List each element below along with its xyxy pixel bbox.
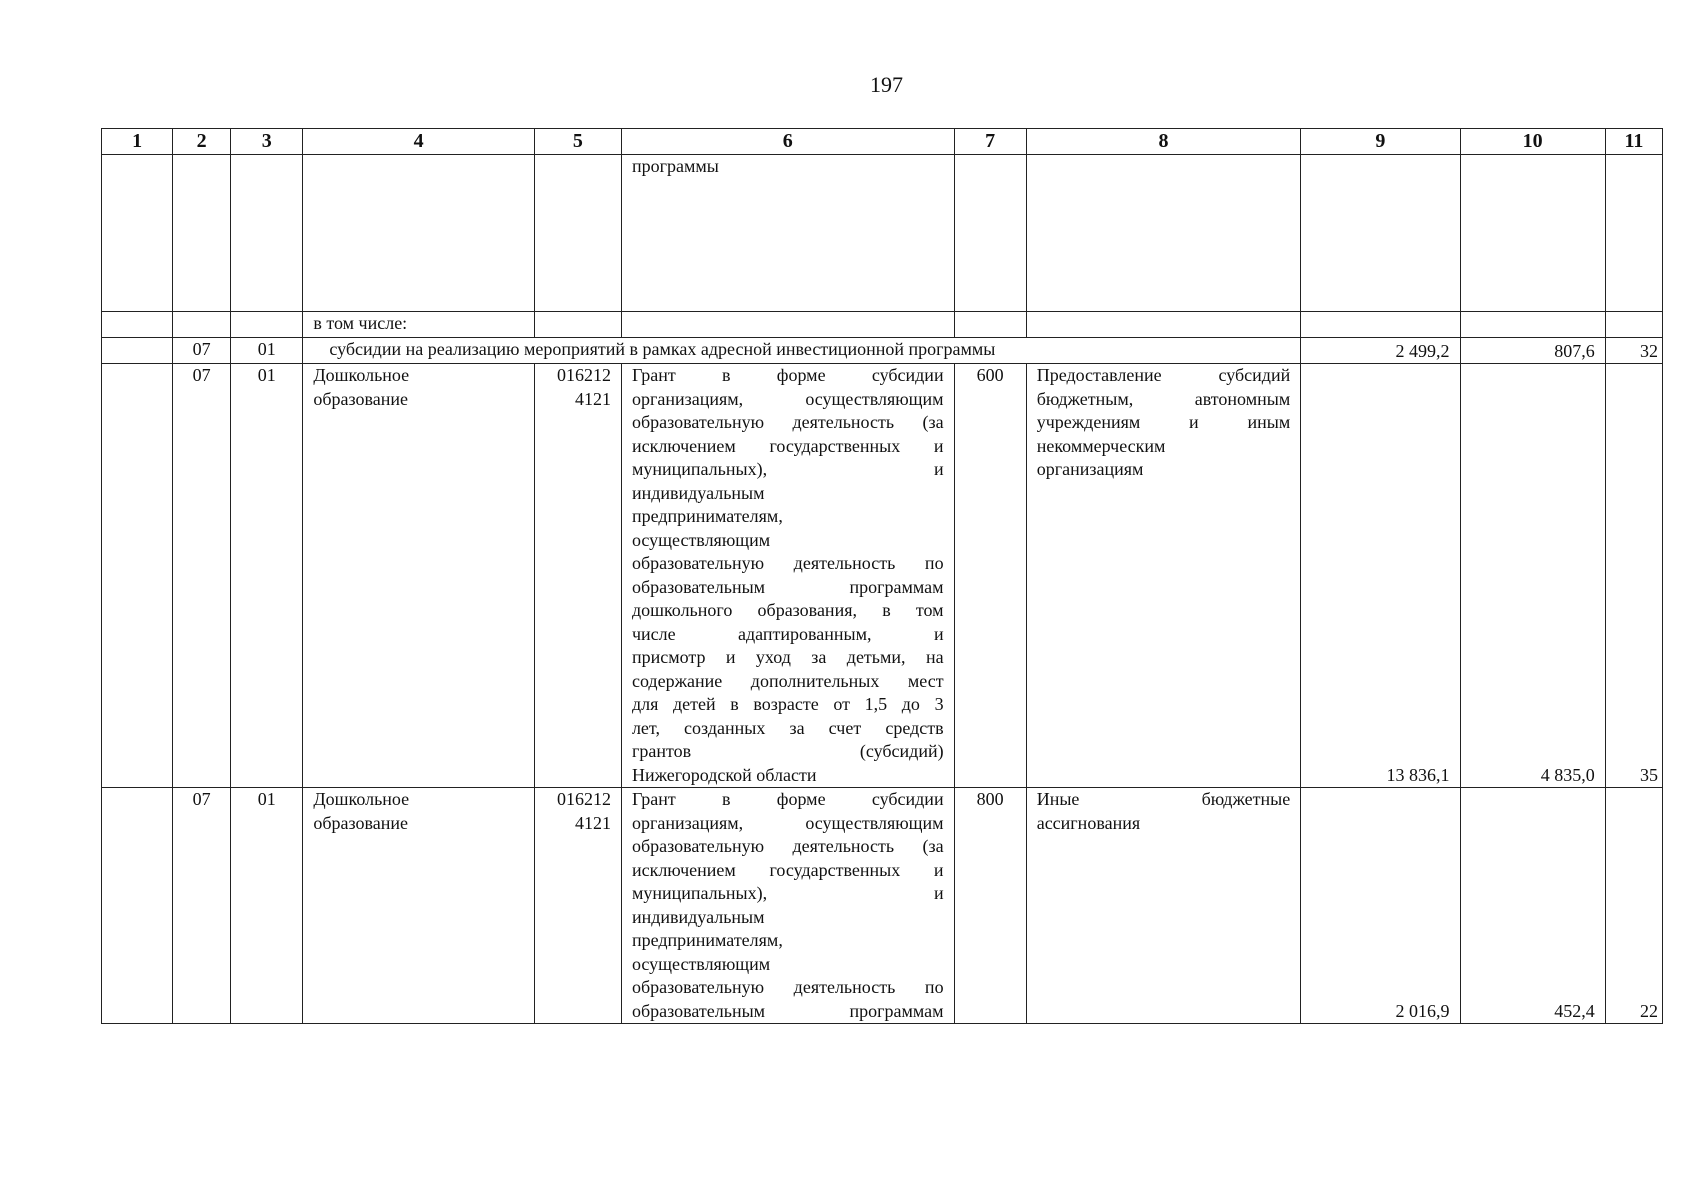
cell <box>1026 312 1301 338</box>
header-cell: 10 <box>1460 129 1605 155</box>
text-line: организациям, осуществляющим <box>631 812 944 833</box>
text-line: предпринимателям, <box>631 930 783 950</box>
cell-subsection: 01 <box>231 788 303 1024</box>
cell-expense-type: 800 <box>954 788 1026 1024</box>
cell-expense-name <box>1026 364 1301 788</box>
header-cell: 11 <box>1605 129 1662 155</box>
text-line: бюджетным, автономным <box>1036 388 1291 409</box>
text-line: образование <box>313 812 409 833</box>
text-line: грантов (субсидий) <box>631 741 944 761</box>
cell-expense-name <box>1026 788 1301 1024</box>
text-line: дошкольного образования, в том <box>631 600 944 620</box>
text-line: учреждениям и иным <box>1036 412 1291 432</box>
cell-expense-type: 600 <box>954 364 1026 788</box>
cell <box>173 312 231 338</box>
cell-section-name <box>303 788 534 1024</box>
text-line: образовательным программам <box>631 1000 944 1021</box>
cell <box>231 312 303 338</box>
page-number: 197 <box>870 72 903 97</box>
header-cell: 4 <box>303 129 534 155</box>
cell-description: программы <box>621 155 954 312</box>
cell <box>102 338 173 364</box>
text-line: индивидуальным <box>631 482 765 503</box>
header-row <box>102 129 1663 155</box>
cell-amount-10: 4 835,0 <box>1460 364 1605 788</box>
cell <box>534 312 621 338</box>
header-cell: 2 <box>173 129 231 155</box>
table-row-800 <box>102 788 1663 1024</box>
cell-description <box>621 788 954 1024</box>
table-row-subsidies <box>102 338 1663 364</box>
cell <box>102 788 173 1024</box>
cell-subsection: 01 <box>231 338 303 364</box>
cell-target-code <box>534 788 621 1024</box>
text-line: осуществляющим <box>631 953 771 974</box>
text-line: образование <box>313 388 409 409</box>
cell <box>1605 155 1662 312</box>
cell-amount-9: 2 016,9 <box>1301 788 1460 1024</box>
text-line: Грант в форме субсидии <box>631 365 944 385</box>
table-row-600 <box>102 364 1663 788</box>
text-line: организациям <box>1036 459 1144 479</box>
header-cell: 6 <box>621 129 954 155</box>
cell-section: 07 <box>173 338 231 364</box>
budget-table <box>101 128 1663 1024</box>
text-line: 4121 <box>574 812 611 833</box>
table-row-including <box>102 312 1663 338</box>
cell <box>303 155 534 312</box>
text-line: 4121 <box>574 388 611 409</box>
cell <box>954 155 1026 312</box>
text-line: предпринимателям, <box>631 506 783 526</box>
cell-description <box>621 364 954 788</box>
text-line: числе адаптированным, и <box>631 623 944 644</box>
cell-amount-11: 22 <box>1605 788 1662 1024</box>
cell <box>173 155 231 312</box>
text-line: 016212 <box>556 365 611 385</box>
text-line: муниципальных), и <box>631 459 944 479</box>
text-line: Предоставление субсидий <box>1036 365 1291 385</box>
text-line: Нижегородской области <box>631 764 817 785</box>
header-cell: 1 <box>102 129 173 155</box>
text-line: некоммерческим <box>1036 435 1166 456</box>
cell <box>1605 312 1662 338</box>
cell <box>102 364 173 788</box>
cell <box>621 312 954 338</box>
text-line: исключением государственных и <box>631 859 944 880</box>
text-line: Дошкольное <box>313 365 410 385</box>
header-cell: 9 <box>1301 129 1460 155</box>
cell-section-name <box>303 364 534 788</box>
cell <box>534 155 621 312</box>
header-cell: 5 <box>534 129 621 155</box>
header-cell: 7 <box>954 129 1026 155</box>
text-line: Иные бюджетные <box>1036 789 1291 809</box>
cell-amount-10: 452,4 <box>1460 788 1605 1024</box>
cell-amount-10: 807,6 <box>1460 338 1605 364</box>
cell <box>1301 312 1460 338</box>
text-line: организациям, осуществляющим <box>631 388 944 409</box>
cell-subsidies-title: субсидии на реализацию мероприятий в рамках адресной инвестиционной программы <box>303 338 1301 364</box>
cell <box>1026 155 1301 312</box>
cell <box>231 155 303 312</box>
cell-amount-9: 2 499,2 <box>1301 338 1460 364</box>
cell-target-code <box>534 364 621 788</box>
cell <box>102 155 173 312</box>
text-line: Грант в форме субсидии <box>631 789 944 809</box>
text-line: образовательную деятельность (за <box>631 836 944 856</box>
cell-including-label: в том числе: <box>303 312 534 338</box>
cell <box>954 312 1026 338</box>
cell <box>1301 155 1460 312</box>
text-line: лет, созданных за счет средств <box>631 717 944 738</box>
cell-amount-11: 32 <box>1605 338 1662 364</box>
text-line: образовательную деятельность (за <box>631 412 944 432</box>
text-line: образовательную деятельность по <box>631 553 944 573</box>
text-line: образовательным программам <box>631 576 944 597</box>
cell-amount-11: 35 <box>1605 364 1662 788</box>
cell-section: 07 <box>173 788 231 1024</box>
header-cell: 3 <box>231 129 303 155</box>
text-line: осуществляющим <box>631 529 771 550</box>
cell-section: 07 <box>173 364 231 788</box>
text-line: муниципальных), и <box>631 883 944 903</box>
table-row-continuation <box>102 155 1663 312</box>
text-line: ассигнования <box>1036 812 1141 833</box>
cell <box>102 312 173 338</box>
text-line: исключением государственных и <box>631 435 944 456</box>
text-line: для детей в возрасте от 1,5 до 3 <box>631 694 944 714</box>
cell <box>1460 155 1605 312</box>
header-cell: 8 <box>1026 129 1301 155</box>
cell <box>1460 312 1605 338</box>
text-line: индивидуальным <box>631 906 765 927</box>
text-line: образовательную деятельность по <box>631 977 944 997</box>
text-line: содержание дополнительных мест <box>631 670 944 691</box>
text-line: Дошкольное <box>313 789 410 809</box>
text-line: 016212 <box>556 789 611 809</box>
cell-subsection: 01 <box>231 364 303 788</box>
text-line: присмотр и уход за детьми, на <box>631 647 944 667</box>
cell-amount-9: 13 836,1 <box>1301 364 1460 788</box>
